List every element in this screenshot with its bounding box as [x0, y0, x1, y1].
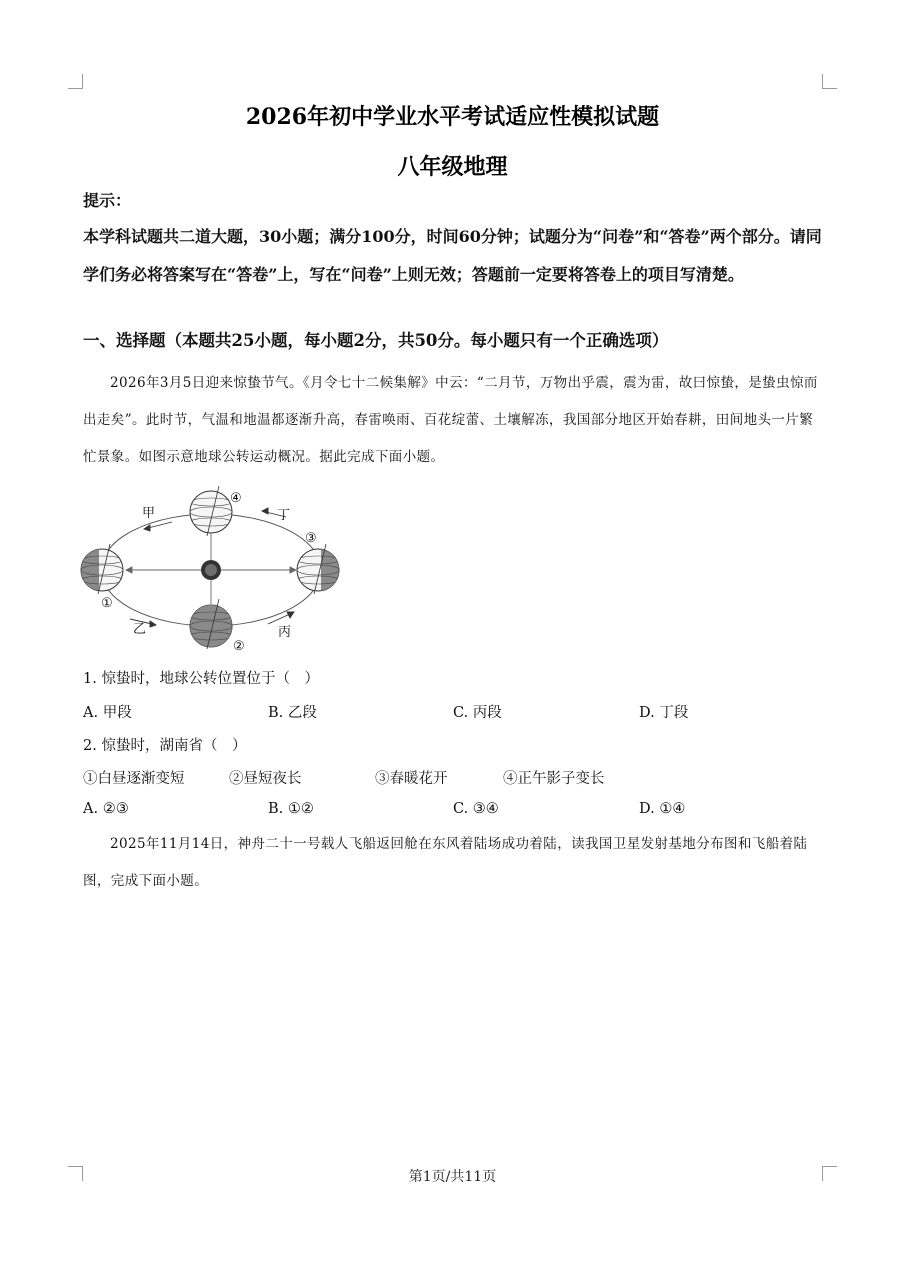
- page-number: 第1页/共11页: [408, 1169, 497, 1185]
- q1-option-a[interactable]: A. 甲段: [83, 705, 132, 721]
- segment-label-ding: 丁: [277, 508, 291, 523]
- segment-label-yi: 乙: [133, 622, 147, 637]
- earth-orbit-diagram: [80, 486, 345, 658]
- hint-body: 本学科试题共二道大题，30小题；满分100分，时间60分钟；试题分为“问卷”和“答卷”两个部分。请同学们务必将答案写在“答卷”上，写在“问卷”上则无效；答题前一定要将答卷上的项目写清楚。: [83, 227, 822, 284]
- question-2-stem: 2. 惊蛰时，湖南省（ ）: [83, 738, 247, 754]
- passage-1: 2026年3月5日迎来惊蛰节气。《月令七十二候集解》中云：“二月节，万物出乎震，震为雷，故曰惊蛰，是蛰虫惊而出走矣”。此时节，气温和地温都逐渐升高，春雷唤雨、百花绽蕾、土壤解冻，我国部分地区开始春耕，田间地头一片繁忙景象。如图示意地球公转运动概况。据此完成下面小题。: [83, 375, 818, 465]
- q2-item-4: ④正午影子变长: [503, 771, 605, 787]
- earth-position-3: [297, 544, 341, 594]
- earth-position-1: [81, 544, 123, 594]
- position-label-1: ①: [101, 596, 113, 611]
- q1-option-d[interactable]: D. 丁段: [639, 705, 689, 721]
- segment-label-bing: 丙: [278, 625, 292, 640]
- position-label-4: ④: [230, 491, 242, 506]
- q2-item-2: ②昼短夜长: [229, 771, 302, 787]
- earth-position-4: [190, 486, 232, 536]
- q2-option-b[interactable]: B. ①②: [268, 801, 314, 817]
- position-label-2: ②: [233, 639, 245, 654]
- corner-mark-top-right: [822, 74, 837, 89]
- q2-option-a[interactable]: A. ②③: [83, 801, 129, 817]
- q1-option-c[interactable]: C. 丙段: [453, 705, 502, 721]
- q1-option-b[interactable]: B. 乙段: [268, 705, 317, 721]
- q2-option-c[interactable]: C. ③④: [453, 801, 499, 817]
- section-heading: 一、选择题（本题共25小题，每小题2分，共50分。每小题只有一个正确选项）: [83, 331, 669, 350]
- corner-mark-top-left: [68, 74, 83, 89]
- question-1-stem: 1. 惊蛰时，地球公转位置位于（ ）: [83, 671, 319, 687]
- q2-item-1: ①白昼逐渐变短: [83, 771, 185, 787]
- exam-subtitle: 八年级地理: [397, 154, 508, 180]
- sun-icon: [201, 560, 221, 580]
- hint-heading: 提示：: [83, 191, 132, 210]
- q2-item-3: ③春暖花开: [375, 771, 448, 787]
- passage-2: 2025年11月14日，神舟二十一号载人飞船返回舱在东风着陆场成功着陆，读我国卫星发射基地分布图和飞船着陆图，完成下面小题。: [83, 836, 808, 889]
- q2-option-d[interactable]: D. ①④: [639, 801, 686, 817]
- segment-label-jia: 甲: [142, 506, 156, 521]
- position-label-3: ③: [305, 531, 317, 546]
- exam-title: 2026年初中学业水平考试适应性模拟试题: [245, 104, 660, 130]
- earth-position-2: [190, 599, 232, 649]
